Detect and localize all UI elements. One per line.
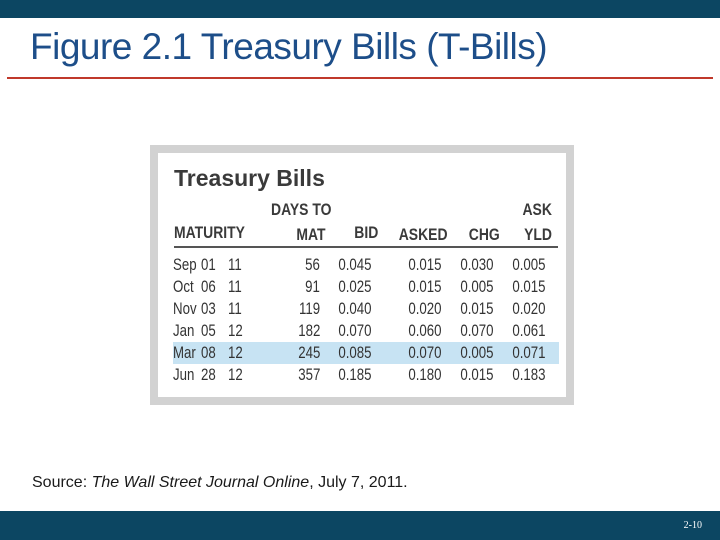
header-ask: ASK [522, 200, 552, 219]
maturity-month: Jan [173, 321, 195, 340]
header-maturity: MATURITY [174, 223, 245, 242]
asked-value: 0.020 [408, 299, 442, 318]
maturity-day: 08 [201, 343, 216, 362]
bid-value: 0.070 [338, 321, 372, 340]
days-to-mat: 245 [297, 343, 320, 362]
maturity-year: 11 [228, 299, 242, 318]
table-row [173, 342, 559, 364]
source-publication: The Wall Street Journal Online [91, 474, 310, 491]
maturity-month: Nov [173, 299, 197, 318]
source-note [32, 474, 408, 492]
maturity-month: Jun [173, 365, 195, 384]
maturity-month: Mar [173, 343, 196, 362]
bid-value: 0.085 [338, 343, 372, 362]
maturity-day: 03 [201, 299, 216, 318]
source-suffix: , July 7, 2011. [309, 474, 408, 491]
table-row [173, 298, 559, 320]
maturity-day: 05 [201, 321, 216, 340]
bottom-bar [0, 511, 720, 540]
chg-value: 0.005 [460, 277, 494, 296]
maturity-month: Sep [173, 255, 197, 274]
table-row [173, 364, 559, 386]
maturity-year: 12 [228, 365, 243, 384]
asked-value: 0.060 [408, 321, 442, 340]
asked-value: 0.180 [408, 365, 442, 384]
chg-value: 0.015 [460, 365, 494, 384]
maturity-year: 12 [228, 321, 243, 340]
slide-title: Figure 2.1 Treasury Bills (T-Bills) [30, 26, 548, 67]
asked-value: 0.015 [408, 277, 442, 296]
table-row [173, 254, 559, 276]
bid-value: 0.025 [338, 277, 372, 296]
days-to-mat: 357 [297, 365, 320, 384]
maturity-day: 06 [201, 277, 216, 296]
maturity-month: Oct [173, 277, 194, 296]
header-divider [174, 246, 558, 248]
header-days-to: DAYS TO [271, 200, 332, 219]
top-bar [0, 0, 720, 18]
header-bid: BID [353, 223, 378, 242]
header-mat: MAT [296, 225, 326, 244]
header-asked: ASKED [399, 225, 448, 244]
table-row [173, 276, 559, 298]
bid-value: 0.045 [338, 255, 372, 274]
days-to-mat: 119 [298, 299, 320, 318]
chg-value: 0.070 [460, 321, 494, 340]
ask-yld-value: 0.071 [512, 343, 546, 362]
days-to-mat: 56 [305, 255, 320, 274]
bid-value: 0.185 [338, 365, 372, 384]
page-number: 2-10 [683, 520, 702, 531]
ask-yld-value: 0.183 [512, 365, 546, 384]
header-chg: CHG [469, 225, 500, 244]
days-to-mat: 91 [305, 277, 320, 296]
bid-value: 0.040 [338, 299, 372, 318]
source-prefix: Source: [32, 474, 92, 491]
maturity-year: 11 [228, 255, 242, 274]
days-to-mat: 182 [297, 321, 320, 340]
maturity-year: 12 [228, 343, 243, 362]
ask-yld-value: 0.015 [512, 277, 546, 296]
chg-value: 0.015 [460, 299, 494, 318]
figure-panel [158, 153, 566, 397]
treasury-bills-figure [150, 145, 574, 405]
ask-yld-value: 0.061 [512, 321, 546, 340]
asked-value: 0.015 [408, 255, 442, 274]
ask-yld-value: 0.005 [512, 255, 546, 274]
asked-value: 0.070 [408, 343, 442, 362]
maturity-day: 28 [201, 365, 216, 384]
maturity-day: 01 [201, 255, 216, 274]
chg-value: 0.030 [460, 255, 494, 274]
chg-value: 0.005 [460, 343, 494, 362]
title-divider [7, 77, 713, 79]
ask-yld-value: 0.020 [512, 299, 546, 318]
header-yld: YLD [524, 225, 552, 244]
table-row [173, 320, 559, 342]
maturity-year: 11 [228, 277, 242, 296]
table-title: Treasury Bills [174, 165, 325, 191]
